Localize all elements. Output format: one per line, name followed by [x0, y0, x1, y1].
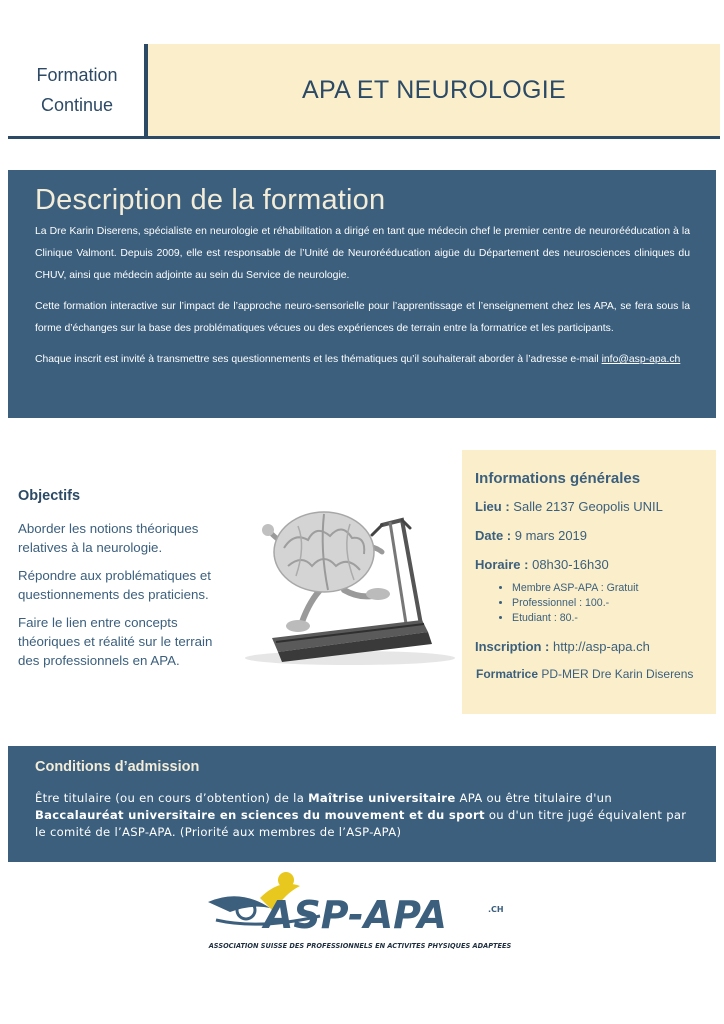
logo-suffix: .CH [488, 905, 504, 914]
header-category [8, 44, 146, 139]
description-paragraph-1: La Dre Karin Diserens, spécialiste en neurologie et réhabilitation a dirigé en tant que médecin chef le premier centre de neurorééducation à la Clinique Valmont. Depuis 2009, elle est responsable de l’Unité de Neurorééducation aigüe du Département des neurosciences cliniques du CHUV, ainsi que médecin adjointe au sein du Service de neurologie. [35, 226, 690, 281]
logo-tagline: ASSOCIATION SUISSE DES PROFESSIONNELS EN ACTIVITES PHYSIQUES ADAPTEES [208, 942, 512, 950]
brain-treadmill-illustration [232, 480, 457, 670]
info-schedule-value: 08h30-16h30 [532, 557, 609, 572]
conditions-bold-bachelor: Baccalauréat universitaire en sciences du mouvement et du sport [35, 808, 485, 822]
info-location [475, 498, 716, 516]
pricing-list [475, 581, 716, 626]
asp-apa-logo [200, 868, 520, 958]
info-trainer-value: PD-MER Dre Karin Diserens [541, 667, 694, 681]
page-title: APA ET NEUROLOGIE [302, 75, 566, 104]
objective-item: Aborder les notions théoriques relatives à la neurologie. [18, 521, 199, 555]
admission-conditions-section [8, 746, 716, 862]
registration-link[interactable]: http://asp-apa.ch [553, 639, 650, 654]
pricing-item: • Etudiant : 80.- [512, 611, 716, 626]
header-title-box [144, 44, 720, 139]
description-paragraph-2: Cette formation interactive sur l’impact de l’approche neuro-sensorielle pour l’apprentissage et l’enseignement chez les APA, se fera sous la forme d’échanges sur la base des problématiques vécues ou des expériences de terrain entre la formatrice et les participants. [35, 301, 690, 334]
admission-conditions-text [35, 790, 689, 841]
objective-item: Faire le lien entre concepts théoriques et réalité sur le terrain des professionnels en APA. [18, 615, 213, 668]
admission-conditions-title: Conditions d’admission [35, 759, 200, 775]
info-registration [475, 638, 716, 656]
header-category-line1: Formation [36, 65, 118, 85]
info-schedule [475, 556, 716, 574]
description-section [8, 170, 716, 418]
conditions-text-part: ou d'un titre jugé équivalent par le comité de l’ASP-APA. (Priorité aux membres de l’ASP-APA) [35, 808, 687, 839]
objectives-title: Objectifs [18, 488, 81, 504]
info-registration-label: Inscription : [475, 639, 550, 654]
pricing-item: • Professionnel : 100.- [512, 596, 716, 611]
conditions-text-part: Être titulaire (ou en cours d’obtention) de la [35, 791, 309, 805]
info-location-label: Lieu : [475, 499, 510, 514]
general-info-title: Informations générales [475, 470, 641, 487]
description-title: Description de la formation [35, 184, 386, 216]
general-info-box [462, 450, 716, 714]
info-date-value: 9 mars 2019 [514, 528, 588, 543]
info-date [475, 527, 716, 545]
description-paragraph-3-text: Chaque inscrit est invité à transmettre ses questionnements et les thématiques qu’il souhaiterait aborder à l’adresse e-mail [35, 354, 599, 365]
conditions-bold-degree: Maîtrise universitaire [308, 791, 456, 805]
info-schedule-label: Horaire : [475, 557, 529, 572]
info-trainer [475, 665, 716, 683]
info-trainer-label: Formatrice [476, 667, 539, 681]
info-location-value: Salle 2137 Geopolis UNIL [513, 499, 663, 514]
info-date-label: Date : [475, 528, 512, 543]
contact-email-link[interactable]: info@asp-apa.ch [601, 354, 681, 365]
objective-item: Répondre aux problématiques et questionnements des praticiens. [18, 568, 211, 602]
description-paragraph-3 [35, 349, 690, 371]
header-category-line2: Continue [40, 95, 114, 115]
logo-wordmark: ASP-APA [264, 893, 447, 937]
conditions-text-part: APA ou être titulaire d'un [455, 791, 612, 805]
pricing-item: • Membre ASP-APA : Gratuit [512, 581, 716, 596]
